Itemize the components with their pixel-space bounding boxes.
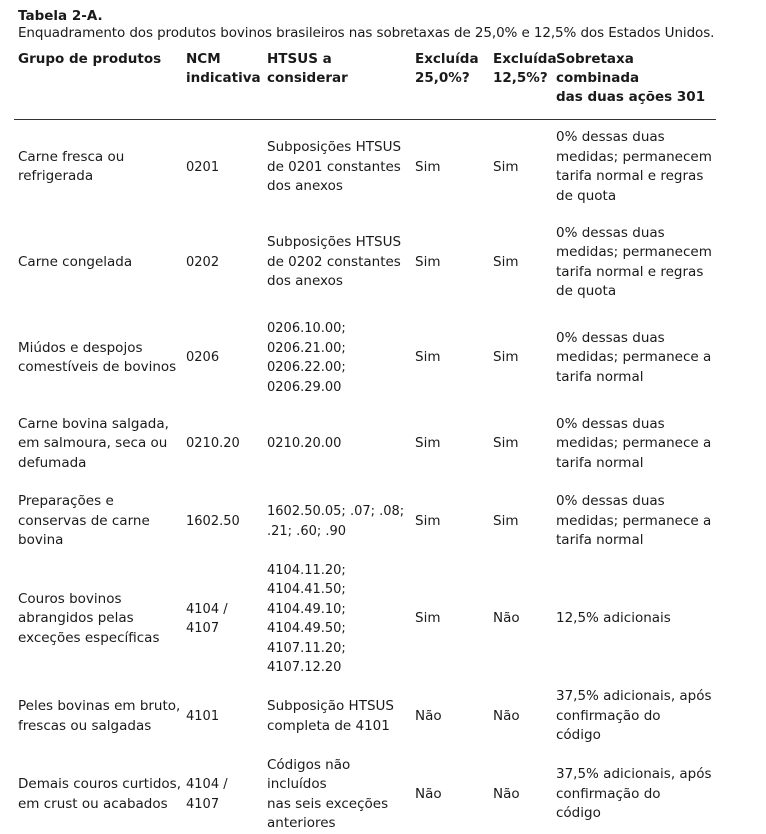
table-row xyxy=(14,120,716,215)
table-row xyxy=(14,311,716,406)
cell-excluded-12-5: Não xyxy=(493,785,520,802)
cell-product-group: Demais couros curtidos, em crust ou acabados xyxy=(18,776,182,812)
cell-ncm: 0201 xyxy=(186,159,220,175)
cell-excluded-25: Sim xyxy=(415,610,441,627)
cell-excluded-12-5: Sim xyxy=(493,512,519,529)
cell-product-group: Preparações e conservas de carne bovina xyxy=(18,493,150,549)
cell-excluded-12-5: Não xyxy=(493,610,520,627)
table-row xyxy=(14,483,716,561)
cell-htsus: Subposições HTSUS de 0201 constantes dos anexos xyxy=(267,139,402,194)
cell-product-group: Miúdos e despojos comestíveis de bovinos xyxy=(18,339,177,375)
cell-excluded-25: Sim xyxy=(415,435,441,452)
cell-excluded-25: Sim xyxy=(415,253,441,270)
cell-excluded-25: Não xyxy=(415,707,442,724)
cell-combined-surcharge: 0% dessas duas medidas; permanece a tarifa normal xyxy=(556,493,712,549)
cell-excluded-25: Não xyxy=(415,785,442,802)
cell-htsus: Subposição HTSUS completa de 4101 xyxy=(267,698,394,734)
cell-combined-surcharge: 37,5% adicionais, após confirmação do código xyxy=(556,688,712,744)
table-row xyxy=(14,406,716,483)
table-row xyxy=(14,756,716,834)
cell-product-group: Carne congelada xyxy=(18,253,133,270)
cell-excluded-12-5: Sim xyxy=(493,253,519,270)
cell-ncm: 0206 xyxy=(186,350,220,366)
table-row xyxy=(14,678,716,756)
table-label: Tabela 2-A. xyxy=(18,8,103,24)
cell-excluded-12-5: Sim xyxy=(493,158,519,175)
cell-excluded-12-5: Sim xyxy=(493,435,519,452)
cell-htsus: 4104.11.20; 4104.41.50; 4104.49.10; 4104.49.50; 4107.11.20; 4107.12.20 xyxy=(267,562,346,675)
header-htsus: HTSUS a considerar xyxy=(263,46,411,120)
cell-excluded-12-5: Sim xyxy=(493,349,519,366)
cell-combined-surcharge: 0% dessas duas medidas; permanecem tarifa normal e regras de quota xyxy=(556,129,712,204)
header-excluded-12-5: Excluída 12,5%? xyxy=(489,46,552,120)
cell-htsus: 0210.20.00 xyxy=(267,436,342,452)
cell-htsus: 1602.50.05; .07; .08; .21; .60; .90 xyxy=(267,504,405,539)
table-row xyxy=(14,215,716,311)
header-combined-surcharge: Sobretaxa combinada das duas ações 301 xyxy=(552,46,716,120)
table-header xyxy=(14,46,716,120)
header-ncm: NCM indicativa xyxy=(182,46,263,120)
cell-product-group: Carne bovina salgada, em salmoura, seca ou defumada xyxy=(18,415,169,471)
table-caption xyxy=(18,8,758,42)
cell-excluded-25: Sim xyxy=(415,158,441,175)
header-excluded-25: Excluída 25,0%? xyxy=(411,46,489,120)
cell-combined-surcharge: 12,5% adicionais xyxy=(556,610,671,627)
cell-excluded-12-5: Não xyxy=(493,707,520,724)
table-body xyxy=(14,120,716,834)
cell-product-group: Couros bovinos abrangidos pelas exceções específicas xyxy=(18,590,160,646)
cell-ncm: 4104 / 4107 xyxy=(186,777,228,812)
tariff-table xyxy=(14,46,716,834)
cell-ncm: 0210.20 xyxy=(186,436,240,452)
cell-product-group: Carne fresca ou refrigerada xyxy=(18,148,125,185)
cell-ncm: 4104 / 4107 xyxy=(186,601,228,636)
cell-htsus: Subposições HTSUS de 0202 constantes dos anexos xyxy=(267,234,402,290)
header-row xyxy=(14,46,716,120)
cell-ncm: 4101 xyxy=(186,708,220,724)
cell-combined-surcharge: 0% dessas duas medidas; permanecem tarifa normal e regras de quota xyxy=(556,224,712,299)
cell-combined-surcharge: 0% dessas duas medidas; permanece a tarifa normal xyxy=(556,329,712,385)
table-description: Enquadramento dos produtos bovinos brasileiros nas sobretaxas de 25,0% e 12,5% dos Estados Unidos. xyxy=(18,25,715,41)
cell-htsus: Códigos não incluídos nas seis exceções anteriores xyxy=(267,756,389,831)
cell-combined-surcharge: 0% dessas duas medidas; permanece a tarifa normal xyxy=(556,415,712,471)
cell-excluded-25: Sim xyxy=(415,349,441,366)
cell-excluded-25: Sim xyxy=(415,512,441,529)
header-product-group: Grupo de produtos xyxy=(14,46,182,120)
cell-htsus: 0206.10.00; 0206.21.00; 0206.22.00; 0206.29.00 xyxy=(267,321,346,395)
cell-ncm: 0202 xyxy=(186,254,220,270)
table-row xyxy=(14,561,716,678)
cell-ncm: 1602.50 xyxy=(186,513,240,529)
cell-combined-surcharge: 37,5% adicionais, após confirmação do código xyxy=(556,766,712,822)
cell-product-group: Peles bovinas em bruto, frescas ou salgadas xyxy=(18,698,181,734)
